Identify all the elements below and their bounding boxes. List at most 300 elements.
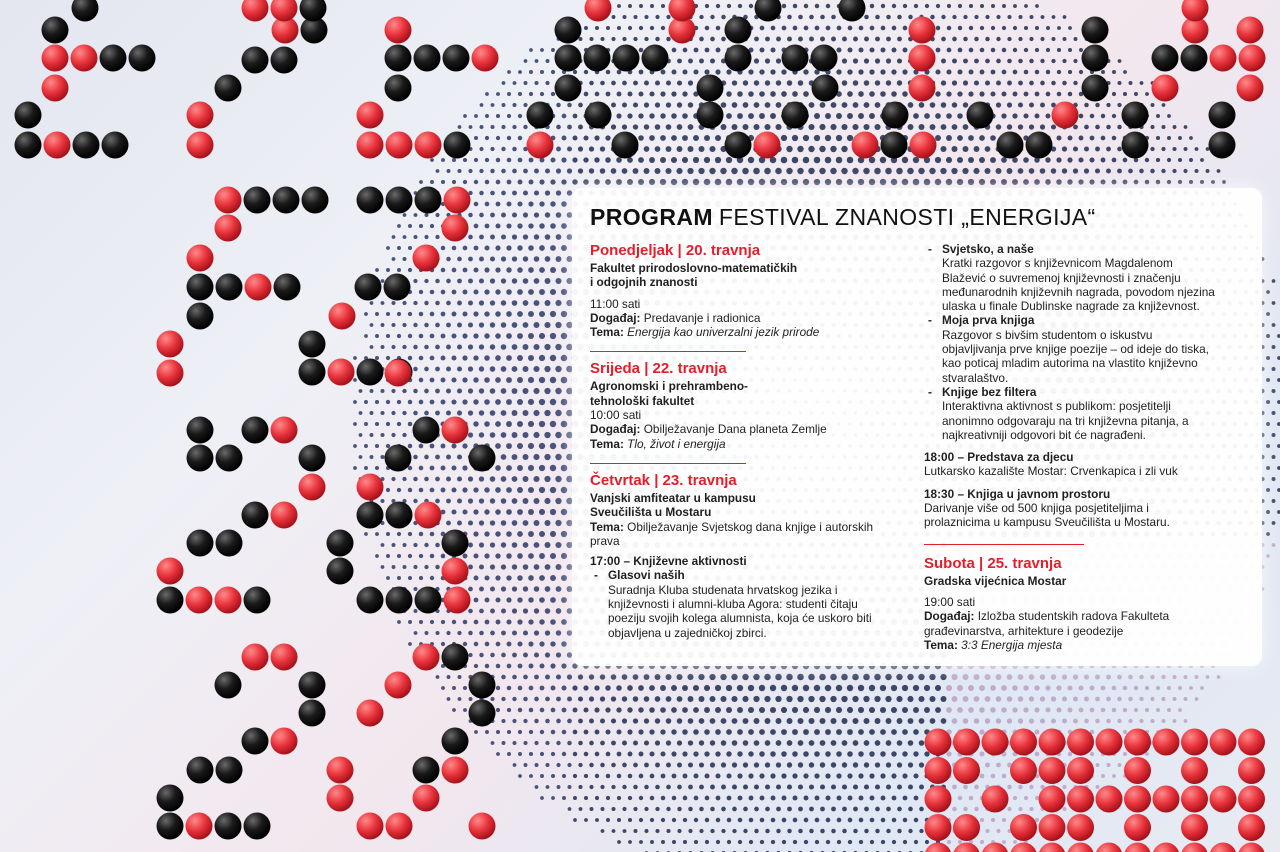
halftone-dot [1002,4,1006,8]
halftone-dot [391,411,395,415]
halftone-dot [952,80,957,85]
halftone-dot [523,697,528,702]
halftone-dot [941,696,947,702]
halftone-dot [908,102,914,108]
halftone-dot [1040,59,1044,63]
halftone-dot [1002,70,1007,75]
halftone-dot [600,674,605,679]
halftone-dot [1074,37,1078,41]
halftone-dot [550,619,556,625]
halftone-dot [830,674,837,681]
halftone-dot [903,48,908,53]
halftone-dot [803,135,809,141]
halftone-dot [885,674,892,681]
halftone-dot [397,554,401,558]
halftone-dot [517,355,523,361]
halftone-dot [682,685,688,691]
halftone-dot [1134,92,1138,96]
halftone-dot [606,26,610,30]
halftone-dot [754,102,760,108]
halftone-dot [688,59,693,64]
halftone-dot [517,531,523,537]
halftone-dot [463,554,468,559]
halftone-dot [1012,685,1018,691]
halftone-dot [699,15,703,19]
halftone-dot [375,554,379,558]
halftone-dot [765,37,770,42]
halftone-dot [737,91,743,97]
halftone-dot [726,707,732,713]
halftone-dot [1195,675,1199,679]
halftone-dot [1040,168,1046,174]
halftone-dot [446,631,450,635]
halftone-dot [787,80,792,85]
halftone-dot [951,674,957,680]
halftone-dot [1117,147,1122,152]
halftone-dot [561,399,568,406]
halftone-dot [980,70,985,75]
halftone-dot [907,168,914,175]
halftone-dot [534,675,539,680]
halftone-dot [528,531,534,537]
halftone-dot [413,499,417,503]
halftone-dot [528,399,534,405]
halftone-dot [1222,180,1226,184]
halftone-dot [858,91,864,97]
halftone-dot [1040,696,1045,701]
halftone-dot [929,696,935,702]
halftone-dot [523,564,529,570]
halftone-dot [732,124,738,130]
halftone-dot [1123,70,1127,74]
halftone-dot [1117,675,1122,680]
halftone-dot [797,674,804,681]
halftone-dot [495,487,501,493]
halftone-dot [594,157,599,162]
halftone-dot [353,378,357,382]
halftone-dot [408,400,413,405]
halftone-dot [495,575,500,580]
halftone-dot [528,333,534,339]
halftone-dot [402,433,406,437]
halftone-dot [940,674,946,680]
halftone-dot [544,454,550,460]
halftone-dot [485,136,489,140]
halftone-dot [506,289,512,295]
halftone-dot [1134,686,1138,690]
halftone-dot [479,410,484,415]
halftone-dot [715,707,721,713]
halftone-dot [517,487,523,493]
halftone-dot [397,268,401,272]
halftone-dot [764,674,771,681]
halftone-dot [698,168,704,174]
halftone-dot [562,114,567,119]
halftone-dot [522,388,528,394]
halftone-dot [425,631,429,635]
halftone-dot [1084,125,1089,130]
halftone-dot [402,565,406,569]
halftone-dot [952,696,958,702]
halftone-dot [397,400,401,404]
halftone-dot [760,26,765,31]
halftone-dot [709,696,715,702]
halftone-dot [413,301,417,305]
halftone-dot [1079,70,1083,74]
halftone-dot [435,279,439,283]
halftone-dot [786,168,793,175]
halftone-dot [1272,389,1276,393]
halftone-dot [611,103,616,108]
halftone-dot [963,80,968,85]
halftone-dot [858,685,864,691]
halftone-dot [550,157,555,162]
halftone-dot [506,597,511,602]
halftone-dot [550,597,556,603]
halftone-dot [556,234,562,240]
halftone-dot [1172,697,1176,701]
halftone-dot [495,509,501,515]
halftone-dot [748,69,753,74]
halftone-dot [556,652,561,657]
halftone-dot [1266,334,1270,338]
halftone-dot [501,454,507,460]
halftone-dot [991,4,995,8]
halftone-dot [414,631,418,635]
halftone-dot [782,26,787,31]
halftone-dot [1067,685,1072,690]
halftone-dot [534,564,540,570]
halftone-dot [869,113,875,119]
halftone-dot [858,707,864,713]
halftone-dot [386,334,390,338]
halftone-dot [671,135,677,141]
halftone-dot [479,653,483,657]
halftone-dot [353,356,357,360]
halftone-dot [495,465,501,471]
halftone-dot [770,707,776,713]
halftone-dot [842,37,847,42]
halftone-dot [408,532,412,536]
halftone-dot [660,157,666,163]
halftone-dot [1063,37,1067,41]
halftone-dot [841,146,847,152]
halftone-dot [941,15,945,19]
halftone-dot [819,674,826,681]
halftone-dot [501,542,506,547]
halftone-dot [567,146,572,151]
halftone-dot [370,301,374,305]
halftone-dot [589,674,594,679]
halftone-dot [903,4,907,8]
halftone-dot [446,411,451,416]
halftone-dot [457,410,462,415]
halftone-dot [996,37,1000,41]
halftone-dot [611,124,616,129]
halftone-dot [1161,675,1165,679]
halftone-dot [441,554,446,559]
halftone-dot [517,223,522,228]
halftone-dot [622,168,628,174]
halftone-dot [583,707,588,712]
halftone-dot [633,81,638,86]
halftone-dot [671,113,677,119]
halftone-dot [1023,113,1028,118]
halftone-dot [885,696,891,702]
halftone-dot [1266,466,1270,470]
halftone-dot [506,311,512,317]
halftone-dot [474,642,479,647]
halftone-dot [803,69,808,74]
halftone-dot [544,344,550,350]
halftone-dot [687,674,693,680]
halftone-dot [605,179,611,185]
halftone-dot [457,169,461,173]
halftone-dot [506,619,511,624]
halftone-dot [990,157,996,163]
halftone-dot [720,674,726,680]
halftone-dot [419,620,423,624]
halftone-dot [528,377,534,383]
halftone-dot [962,168,968,174]
halftone-dot [534,520,540,526]
halftone-dot [391,301,395,305]
halftone-dot [715,69,720,74]
halftone-dot [413,455,418,460]
halftone-dot [627,113,632,118]
halftone-dot [457,476,462,481]
halftone-dot [556,630,561,635]
halftone-dot [671,685,677,691]
halftone-dot [392,257,396,261]
halftone-dot [1007,168,1013,174]
halftone-dot [386,576,390,580]
halftone-dot [764,124,770,130]
halftone-dot [391,345,395,349]
halftone-dot [430,312,435,317]
halftone-dot [490,169,494,173]
halftone-dot [540,686,545,691]
halftone-dot [419,554,423,558]
halftone-dot [963,124,969,130]
halftone-dot [523,586,528,591]
halftone-dot [524,81,528,85]
halftone-dot [902,685,908,691]
halftone-dot [775,674,782,681]
halftone-dot [424,235,428,239]
halftone-dot [814,135,820,141]
halftone-dot [819,146,825,152]
halftone-dot [996,696,1002,702]
halftone-dot [1030,15,1034,19]
halftone-dot [759,91,765,97]
halftone-dot [424,455,429,460]
halftone-dot [836,69,841,74]
halftone-dot [672,70,677,75]
halftone-dot [539,311,545,317]
halftone-dot [792,91,798,97]
halftone-dot [704,685,710,691]
halftone-dot [962,674,968,680]
halftone-dot [1106,103,1110,107]
halftone-dot [1101,70,1105,74]
halftone-dot [693,707,699,713]
halftone-dot [462,487,467,492]
halftone-dot [550,355,556,361]
halftone-dot [720,696,726,702]
halftone-dot [556,608,562,614]
halftone-dot [1079,114,1084,119]
halftone-dot [858,47,863,52]
halftone-dot [522,410,528,416]
halftone-dot [512,454,518,460]
halftone-dot [1051,674,1056,679]
halftone-dot [815,4,819,8]
halftone-dot [704,69,709,74]
halftone-dot [853,37,858,42]
halftone-dot [798,37,803,42]
halftone-dot [512,653,517,658]
halftone-dot [897,37,902,42]
halftone-dot [446,521,451,526]
halftone-dot [776,37,781,42]
halftone-dot [985,37,989,41]
halftone-dot [545,586,551,592]
halftone-dot [709,146,715,152]
halftone-dot [1018,102,1023,107]
halftone-dot [886,15,891,20]
halftone-dot [556,190,561,195]
halftone-dot [682,157,688,163]
halftone-dot [897,58,902,63]
halftone-dot [1041,15,1045,19]
halftone-dot [765,80,770,85]
halftone-dot [441,620,445,624]
halftone-dot [594,179,600,185]
halftone-dot [1195,147,1199,151]
halftone-dot [770,113,776,119]
halftone-dot [583,157,588,162]
halftone-dot [683,48,688,53]
halftone-dot [622,674,628,680]
halftone-dot [660,685,666,691]
halftone-dot [672,48,677,53]
halftone-dot [973,168,979,174]
halftone-dot [381,565,385,569]
halftone-dot [644,146,650,152]
halftone-dot [638,685,644,691]
halftone-dot [528,487,534,493]
halftone-dot [1145,708,1149,712]
halftone-dot [457,366,462,371]
halftone-dot [413,323,417,327]
halftone-dot [853,58,858,63]
halftone-dot [918,168,924,174]
halftone-dot [913,179,920,186]
halftone-dot [391,323,395,327]
halftone-dot [1084,697,1089,702]
halftone-dot [650,26,654,30]
halftone-dot [462,509,467,514]
halftone-dot [880,91,886,97]
halftone-dot [841,168,847,174]
halftone-dot [704,135,710,141]
halftone-dot [479,366,484,371]
halftone-dot [517,443,523,449]
halftone-dot [506,531,512,537]
halftone-dot [1139,675,1144,680]
halftone-dot [408,488,412,492]
halftone-dot [1156,158,1160,162]
halftone-dot [484,289,489,294]
halftone-dot [929,168,935,174]
halftone-dot [485,620,490,625]
halftone-dot [391,433,395,437]
halftone-dot [963,146,969,152]
halftone-dot [946,113,952,119]
halftone-dot [974,696,980,702]
halftone-dot [1156,136,1160,140]
halftone-dot [479,300,484,305]
halftone-dot [979,179,985,185]
halftone-dot [501,608,506,613]
halftone-dot [935,135,941,141]
halftone-dot [485,158,489,162]
halftone-dot [484,377,490,383]
halftone-dot [359,411,363,415]
halftone-dot [902,157,908,163]
halftone-dot [852,124,858,130]
halftone-dot [1029,37,1033,41]
halftone-dot [786,696,792,702]
halftone-dot [649,157,655,163]
halftone-dot [561,355,568,362]
halftone-dot [753,674,759,680]
halftone-dot [1211,180,1215,184]
halftone-dot [677,102,682,107]
halftone-dot [524,59,528,63]
halftone-dot [1084,147,1089,152]
halftone-dot [578,103,583,108]
halftone-dot [710,15,714,19]
halftone-dot [463,246,468,251]
halftone-dot [842,102,848,108]
halftone-dot [875,37,880,42]
halftone-dot [474,158,478,162]
halftone-dot [380,455,384,459]
halftone-dot [897,15,902,20]
halftone-dot [589,146,594,151]
halftone-dot [1007,674,1013,680]
halftone-dot [463,114,467,118]
halftone-dot [402,323,406,327]
halftone-dot [550,443,556,449]
halftone-dot [364,400,368,404]
halftone-dot [545,168,550,173]
halftone-dot [1040,124,1045,129]
halftone-dot [544,300,550,306]
halftone-dot [534,81,538,85]
halftone-dot [1068,708,1073,713]
halftone-dot [567,168,572,173]
halftone-dot [528,575,534,581]
halftone-dot [638,135,644,141]
halftone-dot [495,399,501,405]
halftone-dot [545,675,550,680]
halftone-dot [370,389,374,393]
halftone-dot [512,586,517,591]
halftone-dot [496,158,500,162]
